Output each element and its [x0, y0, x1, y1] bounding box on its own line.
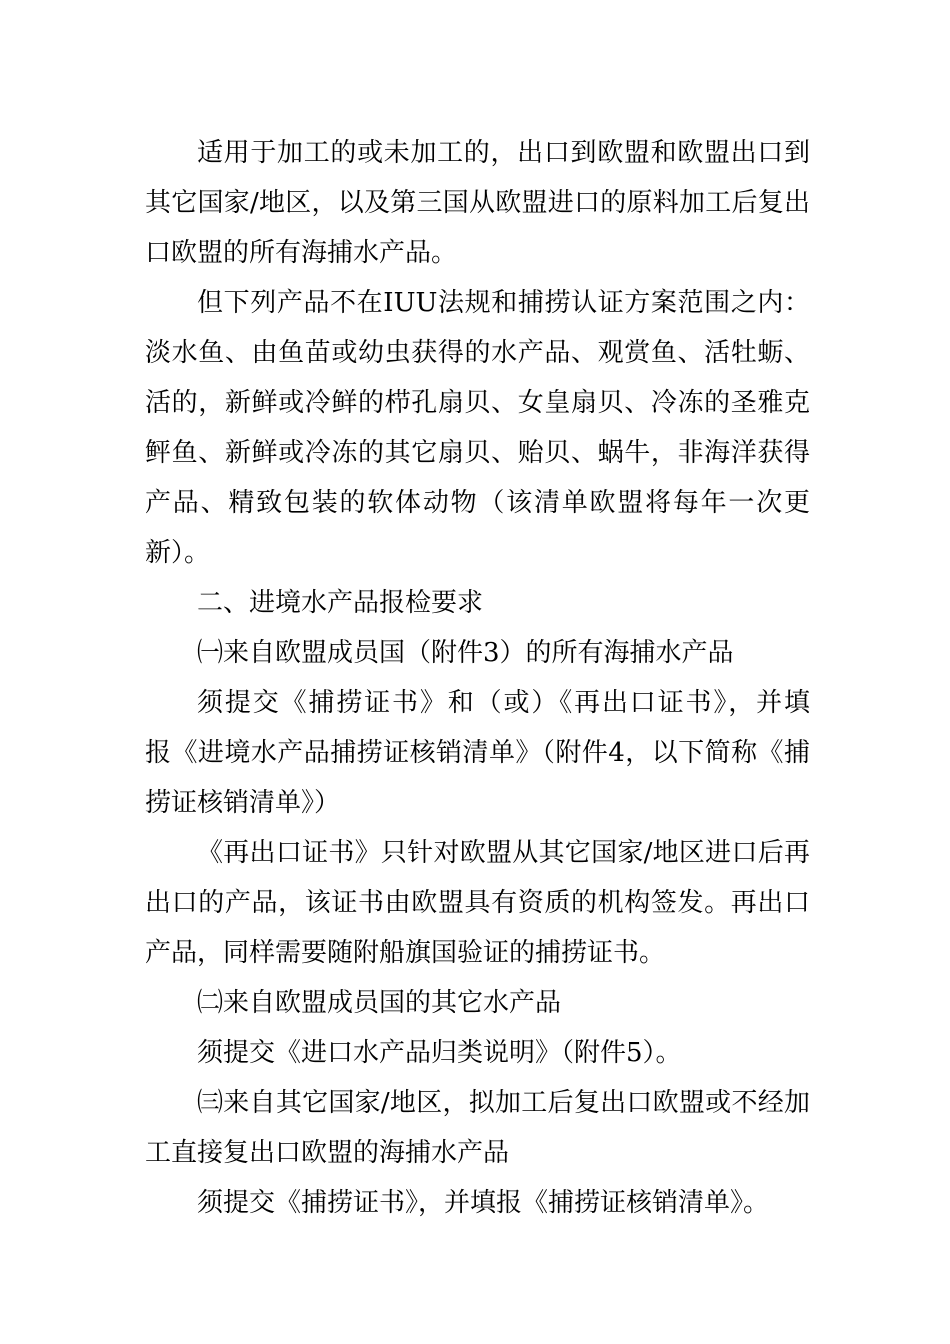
- subsection-heading: ㈠来自欧盟成员国（附件3）的所有海捕水产品: [197, 638, 734, 668]
- subsection-heading: ㈢来自其它国家/地区，拟加工后复出口欧盟或不经加: [197, 1088, 810, 1118]
- text-line: 捞证核销清单》）: [145, 788, 341, 818]
- text-line: 其它国家/地区，以及第三国从欧盟进口的原料加工后复出: [145, 188, 810, 218]
- text-line: 但下列产品不在IUU法规和捕捞认证方案范围之内：: [197, 288, 810, 318]
- text-line: 新）。: [145, 538, 211, 568]
- text-line: 活的，新鲜或冷鲜的栉孔扇贝、女皇扇贝、冷冻的圣雅克: [145, 388, 810, 418]
- text-line: 工直接复出口欧盟的海捕水产品: [145, 1138, 510, 1168]
- text-line: 淡水鱼、由鱼苗或幼虫获得的水产品、观赏鱼、活牡蛎、: [145, 338, 810, 368]
- section-heading: 二、进境水产品报检要求: [197, 588, 484, 618]
- text-line: 须提交《捕捞证书》和（或）《再出口证书》，并填: [197, 688, 810, 718]
- text-line: 报《进境水产品捕捞证核销清单》（附件4，以下简称《捕: [145, 738, 810, 768]
- text-line: 《再出口证书》只针对欧盟从其它国家/地区进口后再: [197, 838, 810, 868]
- text-line: 口欧盟的所有海捕水产品。: [145, 238, 458, 268]
- subsection-heading: ㈡来自欧盟成员国的其它水产品: [197, 988, 562, 1018]
- text-line: 鲆鱼、新鲜或冷冻的其它扇贝、贻贝、蜗牛，非海洋获得: [145, 438, 810, 468]
- text-line: 适用于加工的或未加工的，出口到欧盟和欧盟出口到: [197, 138, 810, 168]
- text-line: 产品、精致包装的软体动物（该清单欧盟将每年一次更: [145, 488, 810, 518]
- text-line: 须提交《进口水产品归类说明》（附件5）。: [197, 1038, 682, 1068]
- text-line: 出口的产品，该证书由欧盟具有资质的机构签发。再出口: [145, 888, 810, 918]
- text-line: 须提交《捕捞证书》，并填报《捕捞证核销清单》。: [197, 1188, 770, 1218]
- text-line: 产品，同样需要随附船旗国验证的捕捞证书。: [145, 938, 666, 968]
